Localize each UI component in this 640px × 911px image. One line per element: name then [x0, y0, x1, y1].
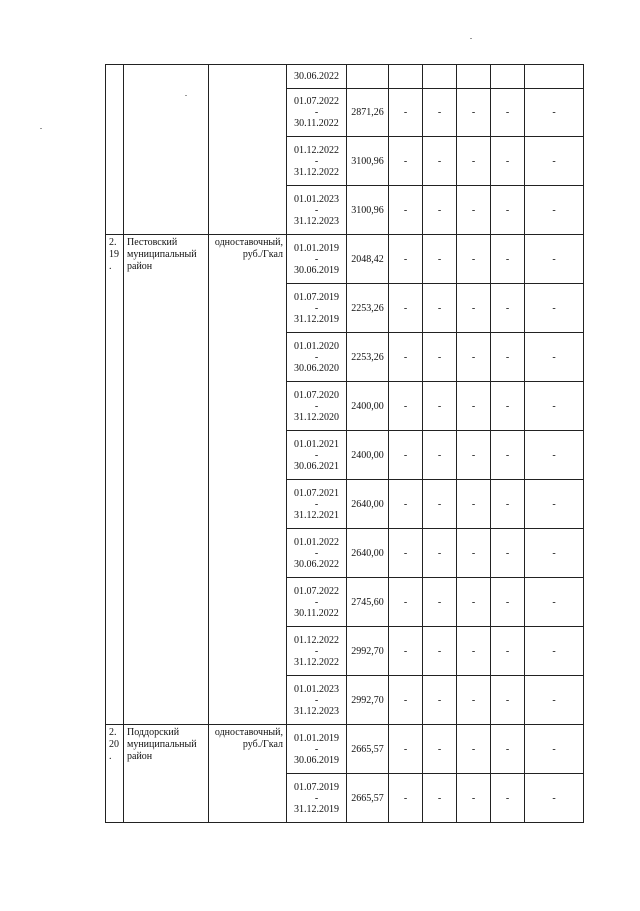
period-cell	[287, 382, 347, 431]
period-cell	[287, 627, 347, 676]
period-cell	[287, 774, 347, 823]
period-cell	[287, 480, 347, 529]
period-cell	[287, 333, 347, 382]
period-cell	[287, 284, 347, 333]
period-to: 31.12.2019	[294, 313, 339, 325]
period-separator: -	[314, 743, 319, 755]
empty-value-dash: -	[457, 284, 491, 333]
period-separator: -	[314, 107, 319, 118]
tariff-value	[347, 65, 389, 89]
period-separator: -	[314, 449, 319, 461]
empty-value-dash: -	[457, 235, 491, 284]
district-name-cell	[124, 65, 209, 235]
period-cell	[287, 65, 347, 89]
tariff-value: 2400,00	[347, 431, 389, 480]
period-to: 31.12.2020	[294, 411, 339, 423]
empty-value-dash: -	[491, 431, 525, 480]
period-separator: -	[314, 596, 319, 608]
period-from: 01.07.2020	[294, 389, 339, 401]
period-from: 01.01.2023	[294, 193, 339, 205]
empty-value-dash: -	[389, 186, 423, 235]
empty-value-dash	[525, 65, 584, 89]
empty-value-dash: -	[457, 725, 491, 774]
period-to: 30.06.2020	[294, 362, 339, 374]
period-separator: -	[314, 645, 319, 657]
empty-value-dash: -	[423, 627, 457, 676]
empty-value-dash: -	[389, 235, 423, 284]
empty-value-dash: -	[423, 774, 457, 823]
empty-value-dash: -	[423, 480, 457, 529]
period-to: 31.12.2023	[294, 705, 339, 717]
empty-value-dash: -	[389, 431, 423, 480]
period-to: 30.11.2022	[294, 607, 339, 619]
empty-value-dash: -	[525, 529, 584, 578]
empty-value-dash: -	[389, 725, 423, 774]
empty-value-dash: -	[491, 529, 525, 578]
table-row	[106, 65, 584, 89]
empty-value-dash: -	[457, 480, 491, 529]
empty-value-dash: -	[389, 774, 423, 823]
tariff-value: 2400,00	[347, 382, 389, 431]
period-to: 31.12.2021	[294, 509, 339, 521]
period-cell	[287, 89, 347, 137]
empty-value-dash: -	[423, 186, 457, 235]
empty-value-dash: -	[389, 578, 423, 627]
tariff-type-cell	[209, 65, 287, 235]
tariff-value: 2640,00	[347, 529, 389, 578]
empty-value-dash: -	[423, 382, 457, 431]
period-separator: -	[314, 204, 319, 216]
tariff-value: 2665,57	[347, 774, 389, 823]
empty-value-dash: -	[525, 627, 584, 676]
empty-value-dash: -	[423, 431, 457, 480]
empty-value-dash: -	[457, 774, 491, 823]
tariff-value: 3100,96	[347, 186, 389, 235]
empty-value-dash	[389, 65, 423, 89]
period-to: 31.12.2019	[294, 803, 339, 815]
period-cell	[287, 235, 347, 284]
period-to: 30.06.2021	[294, 460, 339, 472]
period-from: 01.07.2019	[294, 781, 339, 793]
empty-value-dash: -	[491, 284, 525, 333]
empty-value-dash	[491, 65, 525, 89]
period-cell	[287, 676, 347, 725]
period-separator: -	[314, 792, 319, 804]
row-number: 2. 19 .	[106, 235, 124, 725]
empty-value-dash: -	[491, 774, 525, 823]
empty-value-dash: -	[525, 186, 584, 235]
period-to: 31.12.2022	[294, 656, 339, 668]
period-from: 01.07.2021	[294, 487, 339, 499]
empty-value-dash: -	[457, 382, 491, 431]
period-from: 01.07.2022	[294, 585, 339, 597]
period-cell	[287, 137, 347, 186]
row-number: 2. 20 .	[106, 725, 124, 823]
tariff-table-body	[106, 65, 584, 823]
period-to: 30.06.2019	[294, 264, 339, 276]
empty-value-dash: -	[525, 137, 584, 186]
district-name: Пестовский муниципальный район	[124, 235, 209, 725]
period-cell	[287, 529, 347, 578]
period-from: 01.01.2021	[294, 438, 339, 450]
empty-value-dash: -	[491, 676, 525, 725]
empty-value-dash: -	[423, 137, 457, 186]
empty-value-dash	[457, 65, 491, 89]
period-to: 30.06.2022	[294, 558, 339, 570]
tariff-type: одноставочный, руб./Гкал	[209, 725, 287, 823]
tariff-value: 2253,26	[347, 333, 389, 382]
empty-value-dash: -	[491, 480, 525, 529]
empty-value-dash: -	[457, 89, 491, 137]
tariff-table	[105, 64, 584, 823]
period-separator: -	[314, 302, 319, 314]
empty-value-dash: -	[491, 186, 525, 235]
empty-value-dash: -	[457, 333, 491, 382]
tariff-type: одноставочный, руб./Гкал	[209, 235, 287, 725]
period-separator: -	[314, 253, 319, 265]
empty-value-dash: -	[525, 235, 584, 284]
empty-value-dash: -	[457, 627, 491, 676]
district-name: Поддорский муниципальный район	[124, 725, 209, 823]
empty-value-dash: -	[525, 480, 584, 529]
empty-value-dash: -	[525, 676, 584, 725]
empty-value-dash: -	[525, 333, 584, 382]
empty-value-dash: -	[457, 137, 491, 186]
empty-value-dash: -	[423, 333, 457, 382]
period-to: 31.12.2023	[294, 215, 339, 227]
table-row	[106, 725, 584, 774]
period-separator: -	[314, 694, 319, 706]
empty-value-dash: -	[457, 431, 491, 480]
tariff-value: 2992,70	[347, 676, 389, 725]
period-from: 01.12.2022	[294, 144, 339, 156]
empty-value-dash: -	[491, 333, 525, 382]
tariff-value: 2745,60	[347, 578, 389, 627]
period-cell	[287, 431, 347, 480]
empty-value-dash: -	[491, 137, 525, 186]
empty-value-dash: -	[423, 578, 457, 627]
empty-value-dash: -	[423, 235, 457, 284]
empty-value-dash: -	[491, 578, 525, 627]
empty-value-dash: -	[389, 627, 423, 676]
empty-value-dash: -	[525, 431, 584, 480]
period-separator: -	[314, 498, 319, 510]
period-cell	[287, 725, 347, 774]
tariff-value: 2640,00	[347, 480, 389, 529]
period-from: 01.01.2023	[294, 683, 339, 695]
row-number-cell	[106, 65, 124, 235]
tariff-value: 2992,70	[347, 627, 389, 676]
empty-value-dash: -	[457, 529, 491, 578]
empty-value-dash: -	[525, 89, 584, 137]
period-from: 01.01.2019	[294, 242, 339, 254]
empty-value-dash: -	[423, 529, 457, 578]
table-row	[106, 235, 584, 284]
period-to: 30.06.2022	[294, 71, 339, 82]
empty-value-dash: -	[491, 725, 525, 774]
empty-value-dash: -	[457, 676, 491, 725]
period-from: 01.01.2020	[294, 340, 339, 352]
tariff-value: 2871,26	[347, 89, 389, 137]
tariff-value: 2665,57	[347, 725, 389, 774]
tariff-value: 3100,96	[347, 137, 389, 186]
period-separator: -	[314, 547, 319, 559]
period-separator: -	[314, 400, 319, 412]
period-cell	[287, 578, 347, 627]
period-separator: -	[314, 155, 319, 167]
empty-value-dash: -	[525, 725, 584, 774]
empty-value-dash: -	[389, 382, 423, 431]
empty-value-dash: -	[389, 333, 423, 382]
empty-value-dash: -	[525, 382, 584, 431]
empty-value-dash: -	[525, 578, 584, 627]
period-separator: -	[314, 351, 319, 363]
empty-value-dash: -	[525, 284, 584, 333]
scan-speck	[40, 128, 42, 129]
empty-value-dash: -	[389, 676, 423, 725]
period-to: 31.12.2022	[294, 166, 339, 178]
empty-value-dash: -	[389, 480, 423, 529]
period-from: 01.07.2019	[294, 291, 339, 303]
empty-value-dash: -	[423, 284, 457, 333]
empty-value-dash: -	[389, 89, 423, 137]
empty-value-dash: -	[423, 725, 457, 774]
tariff-value: 2048,42	[347, 235, 389, 284]
period-from: 01.01.2022	[294, 536, 339, 548]
empty-value-dash: -	[457, 186, 491, 235]
period-to: 30.11.2022	[294, 118, 339, 129]
empty-value-dash: -	[491, 235, 525, 284]
empty-value-dash: -	[389, 137, 423, 186]
empty-value-dash: -	[423, 89, 457, 137]
empty-value-dash: -	[389, 529, 423, 578]
scan-speck	[470, 38, 472, 39]
empty-value-dash: -	[423, 676, 457, 725]
empty-value-dash: -	[491, 89, 525, 137]
empty-value-dash: -	[525, 774, 584, 823]
tariff-value: 2253,26	[347, 284, 389, 333]
empty-value-dash: -	[491, 627, 525, 676]
period-cell	[287, 186, 347, 235]
period-from: 01.07.2022	[294, 96, 339, 107]
empty-value-dash: -	[389, 284, 423, 333]
empty-value-dash: -	[491, 382, 525, 431]
period-from: 01.01.2019	[294, 732, 339, 744]
empty-value-dash: -	[457, 578, 491, 627]
period-to: 30.06.2019	[294, 754, 339, 766]
empty-value-dash	[423, 65, 457, 89]
period-from: 01.12.2022	[294, 634, 339, 646]
